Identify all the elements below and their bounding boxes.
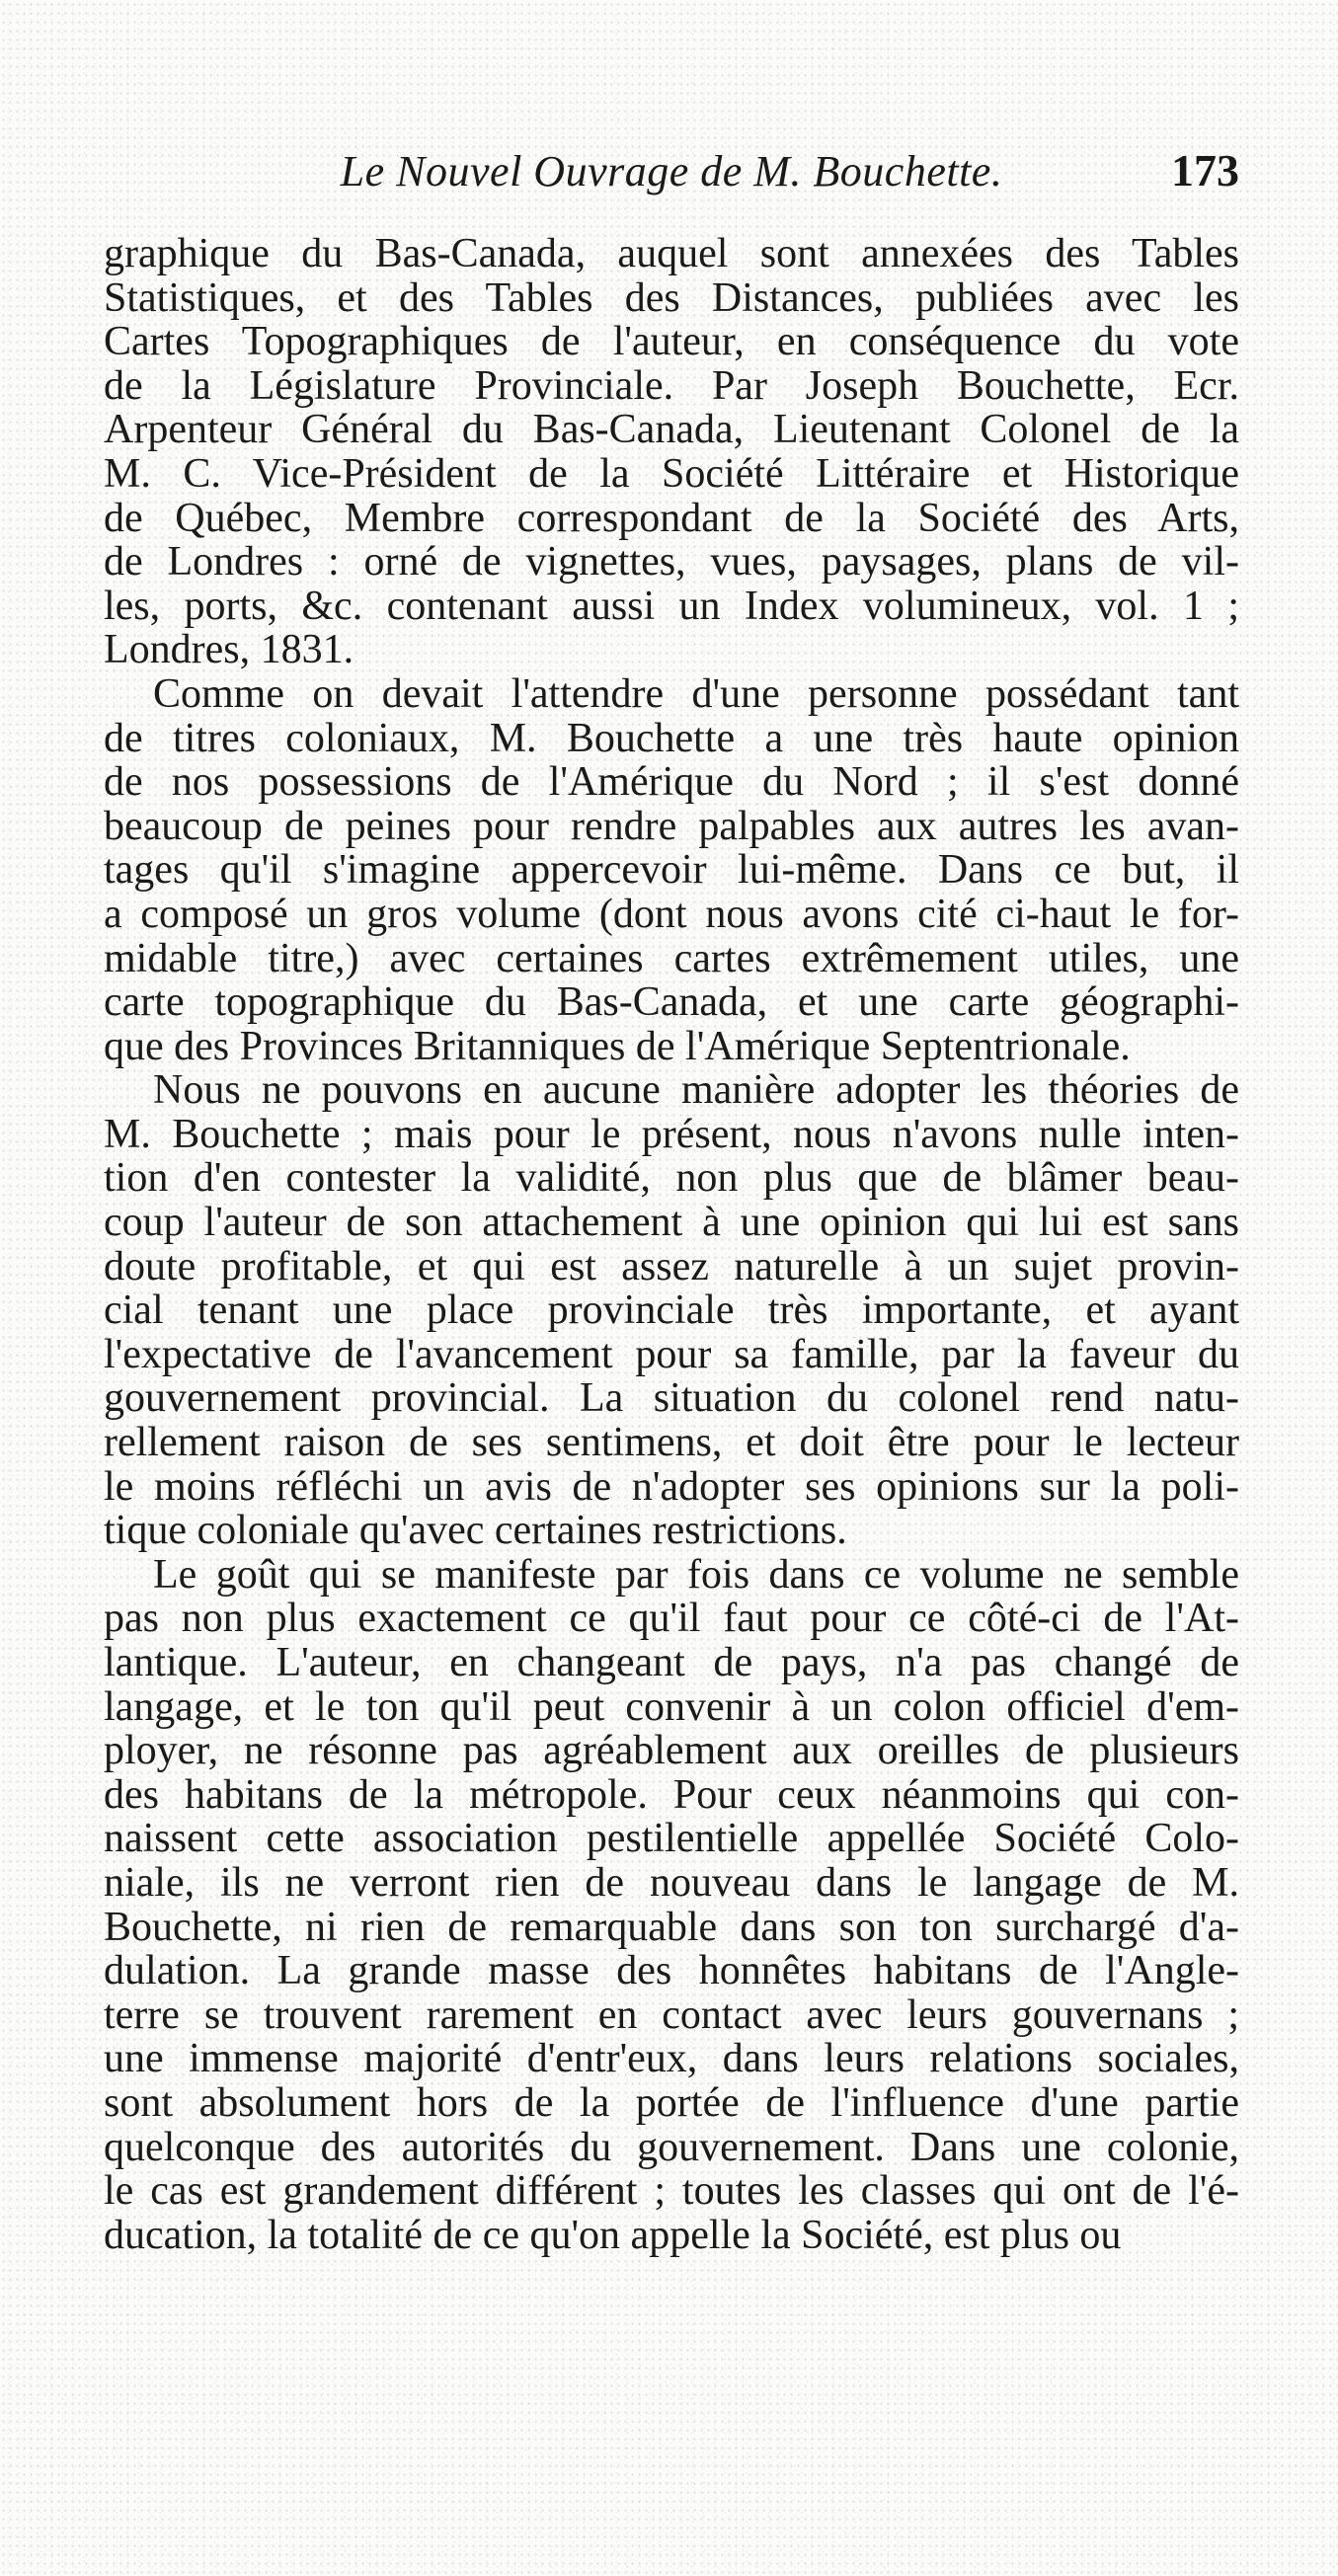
text-line: a composé un gros volume (dont nous avons cité ci-haut le for-	[104, 892, 1239, 937]
text-line: naissent cette association pestilentielle appellée Société Colo-	[104, 1817, 1239, 1861]
text-line: de la Législature Provinciale. Par Joseph Bouchette, Ecr.	[104, 363, 1239, 409]
text-line: tages qu'il s'imagine appercevoir lui-même. Dans ce but, il	[104, 848, 1239, 893]
page-header	[104, 146, 1239, 205]
text-line: Arpenteur Général du Bas-Canada, Lieutenant Colonel de la	[104, 408, 1239, 452]
text-line: langage, et le ton qu'il peut convenir à un colon officiel d'em-	[104, 1684, 1239, 1730]
text-line: les, ports, &c. contenant aussi un Index volumineux, vol. 1 ;	[104, 584, 1239, 629]
text-line: rellement raison de ses sentimens, et doit être pour le lecteur	[104, 1421, 1239, 1465]
text-line: de Québec, Membre correspondant de la Société des Arts,	[104, 496, 1239, 541]
text-line: dulation. La grande masse des honnêtes habitans de l'Angle-	[104, 1949, 1239, 1993]
text-line: graphique du Bas-Canada, auquel sont annexées des Tables	[104, 232, 1239, 276]
running-title: Le Nouvel Ouvrage de M. Bouchette.	[340, 147, 1003, 195]
text-line: midable titre,) avec certaines cartes extrêmement utiles, une	[104, 936, 1239, 981]
paragraph	[104, 1553, 1239, 2258]
text-line: coup l'auteur de son attachement à une opinion qui lui est sans	[104, 1201, 1239, 1245]
text-line: le cas est grandement différent ; toutes les classes qui ont de l'é-	[104, 2169, 1239, 2214]
text-line: Statistiques, et des Tables des Distances, publiées avec les	[104, 275, 1239, 321]
text-line: ducation, la totalité de ce qu'on appelle la Société, est plus ou	[104, 2213, 1122, 2258]
text-line: de Londres : orné de vignettes, vues, paysages, plans de vil-	[104, 540, 1239, 585]
text-line: M. C. Vice-Président de la Société Littéraire et Historique	[104, 451, 1239, 497]
text-line: beaucoup de peines pour rendre palpables aux autres les avan-	[104, 804, 1239, 849]
text-line: que des Provinces Britanniques de l'Amérique Septentrionale.	[104, 1024, 1131, 1069]
text-line: cial tenant une place provinciale très importante, et ayant	[104, 1288, 1239, 1333]
text-line: quelconque des autorités du gouvernement. Dans une colonie,	[104, 2125, 1239, 2170]
paragraph	[104, 232, 1239, 672]
text-line: l'expectative de l'avancement pour sa famille, par la faveur du	[104, 1332, 1239, 1377]
page-number: 173	[1171, 145, 1239, 195]
text-line: le moins réfléchi un avis de n'adopter ses opinions sur la poli-	[104, 1464, 1239, 1510]
text-line: ployer, ne résonne pas agréablement aux oreilles de plusieurs	[104, 1729, 1239, 1773]
text-line: doute profitable, et qui est assez naturelle à un sujet provin-	[104, 1244, 1239, 1289]
text-line: gouvernement provincial. La situation du colonel rend natu-	[104, 1376, 1239, 1422]
text-line: de nos possessions de l'Amérique du Nord ; il s'est donné	[104, 760, 1239, 805]
text-line: Nous ne pouvons en aucune manière adopter les théories de	[153, 1068, 1239, 1113]
text-line: pas non plus exactement ce qu'il faut pour ce côté-ci de l'At-	[104, 1597, 1239, 1641]
text-line: Londres, 1831.	[104, 628, 354, 672]
text-line: de titres coloniaux, M. Bouchette a une très haute opinion	[104, 716, 1239, 761]
body-text	[104, 232, 1239, 2257]
text-line: sont absolument hors de la portée de l'influence d'une partie	[104, 2080, 1239, 2126]
text-line: carte topographique du Bas-Canada, et une carte géographi-	[104, 980, 1239, 1025]
text-line: terre se trouvent rarement en contact avec leurs gouvernans ;	[104, 1992, 1239, 2038]
text-line: Cartes Topographiques de l'auteur, en conséquence du vote	[104, 320, 1239, 364]
text-line: tion d'en contester la validité, non plus que de blâmer beau-	[104, 1156, 1239, 1202]
text-line: Bouchette, ni rien de remarquable dans son ton surchargé d'a-	[104, 1905, 1239, 1950]
text-line: tique coloniale qu'avec certaines restrictions.	[104, 1509, 847, 1553]
text-line: une immense majorité d'entr'eux, dans leurs relations sociales,	[104, 2037, 1239, 2081]
paragraph	[104, 1068, 1239, 1553]
text-line: Le goût qui se manifeste par fois dans ce volume ne semble	[153, 1552, 1239, 1598]
text-line: lantique. L'auteur, en changeant de pays, n'a pas changé de	[104, 1641, 1239, 1685]
text-line: M. Bouchette ; mais pour le présent, nous n'avons nulle inten-	[104, 1112, 1239, 1157]
paragraph	[104, 672, 1239, 1068]
text-line: des habitans de la métropole. Pour ceux néanmoins qui con-	[104, 1772, 1239, 1818]
text-line: Comme on devait l'attendre d'une personne possédant tant	[153, 671, 1239, 717]
text-line: niale, ils ne verront rien de nouveau dans le langage de M.	[104, 1860, 1239, 1906]
